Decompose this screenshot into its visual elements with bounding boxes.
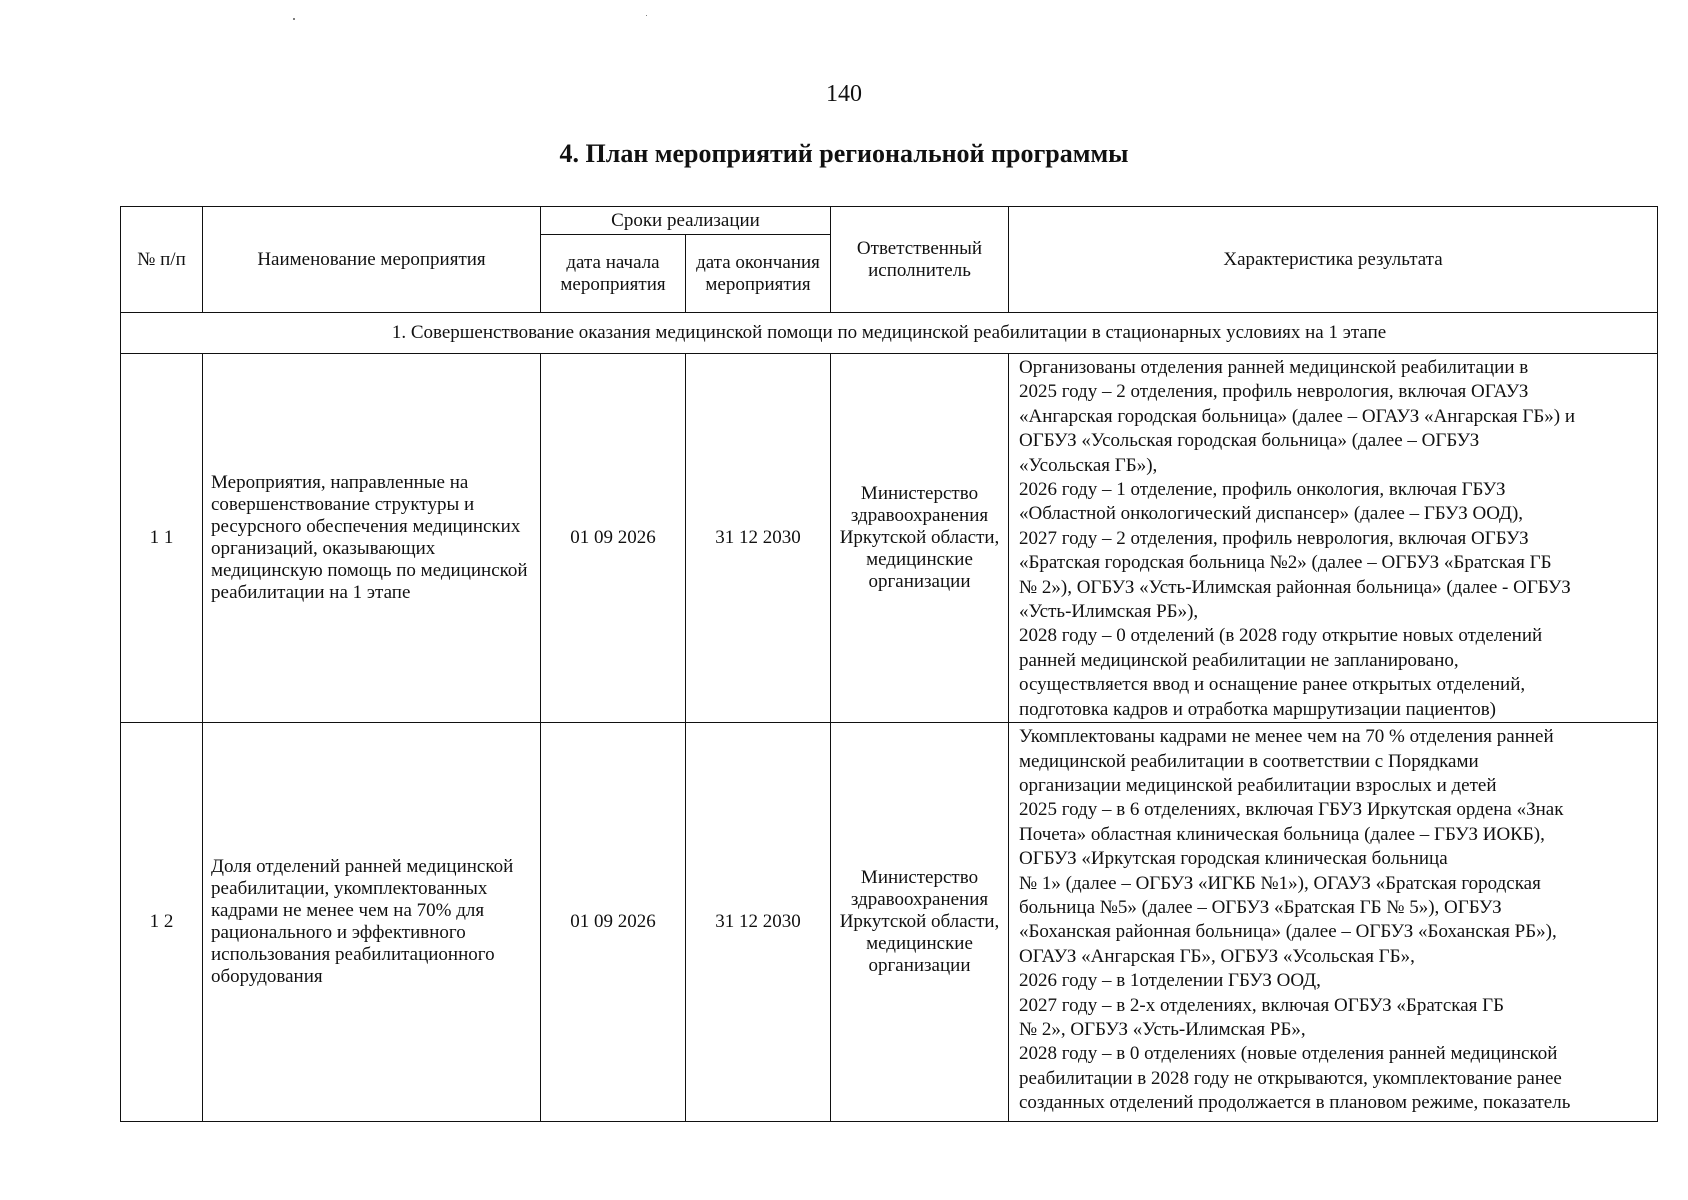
result-line: 2028 году – 0 отделений (в 2028 году открытие новых отделений: [1019, 625, 1543, 647]
result-line: подготовка кадров и отработка маршрутизации пациентов): [1019, 698, 1497, 720]
result-description: [1009, 723, 1658, 1122]
result-line: ранней медицинской реабилитации не запланировано,: [1019, 649, 1459, 671]
result-line: Укомплектованы кадрами не менее чем на 70 % отделения ранней: [1019, 726, 1554, 748]
result-line: 2025 году – 2 отделения, профиль неврология, включая ОГАУЗ: [1019, 381, 1529, 403]
result-line: «Областной онкологический диспансер» (далее – ГБУЗ ООД),: [1019, 503, 1524, 525]
row-number: 1 1: [121, 354, 203, 723]
result-line: медицинской реабилитации в соответствии с Порядками: [1019, 750, 1479, 772]
plan-table: [120, 206, 1658, 1122]
page-number: 140: [826, 81, 862, 107]
result-line: Почета» областная клиническая больница (далее – ГБУЗ ИОКБ),: [1019, 823, 1545, 845]
result-line: «Братская городская больница №2» (далее – ОГБУЗ «Братская ГБ: [1019, 552, 1552, 574]
responsible-executor: Министерство здравоохранения Иркутской области, медицинские организации: [831, 354, 1009, 723]
end-date: 31 12 2030: [686, 723, 831, 1122]
row-number: 1 2: [121, 723, 203, 1122]
result-line: организации медицинской реабилитации взрослых и детей: [1019, 774, 1497, 796]
header-start-date: дата начала мероприятия: [541, 235, 686, 313]
table-row: [121, 723, 1658, 1122]
result-line: ОГБУЗ «Усольская городская больница» (далее – ОГБУЗ: [1019, 430, 1480, 452]
section-row: [121, 313, 1658, 354]
result-line: 2026 году – в 1отделении ГБУЗ ООД,: [1019, 970, 1321, 992]
end-date: 31 12 2030: [686, 354, 831, 723]
header-timeline-group: Сроки реализации: [541, 207, 831, 235]
result-line: № 1» (далее – ОГБУЗ «ИГКБ №1»), ОГАУЗ «Братская городская: [1019, 872, 1541, 894]
result-line: Организованы отделения ранней медицинской реабилитации в: [1019, 357, 1529, 378]
result-description: [1009, 354, 1658, 723]
result-line: 2026 году – 1 отделение, профиль онкология, включая ГБУЗ: [1019, 479, 1506, 501]
result-line: 2028 году – в 0 отделениях (новые отделения ранней медицинской: [1019, 1043, 1558, 1065]
result-line: «Ангарская городская больница» (далее – ОГАУЗ «Ангарская ГБ») и: [1019, 405, 1576, 427]
result-line: № 2»), ОГБУЗ «Усть-Илимская районная больница» (далее - ОГБУЗ: [1019, 576, 1571, 598]
page-heading: 4. План мероприятий региональной программы: [559, 139, 1129, 168]
header-end-date: дата окончания мероприятия: [686, 235, 831, 313]
scan-speck: [293, 18, 295, 20]
activity-name: Доля отделений ранней медицинской реабилитации, укомплектованных кадрами не менее чем на 70% для рационального и эффективного использования реабилитационного оборудования: [203, 723, 541, 1122]
start-date: 01 09 2026: [541, 354, 686, 723]
section-title: 1. Совершенствование оказания медицинской помощи по медицинской реабилитации в стационарных условиях на 1 этапе: [121, 313, 1658, 354]
result-line: больница №5» (далее – ОГБУЗ «Братская ГБ № 5»), ОГБУЗ: [1019, 896, 1502, 918]
result-line: «Усть-Илимская РБ»),: [1019, 601, 1199, 623]
activity-name: Мероприятия, направленные на совершенствование структуры и ресурсного обеспечения медицинских организаций, оказывающих медицинскую помощь по медицинской реабилитации на 1 этапе: [203, 354, 541, 723]
table-row: [121, 354, 1658, 723]
responsible-executor: Министерство здравоохранения Иркутской области, медицинские организации: [831, 723, 1009, 1122]
result-line: 2025 году – в 6 отделениях, включая ГБУЗ Иркутская ордена «Знак: [1019, 799, 1564, 821]
result-line: реабилитации в 2028 году не открываются, укомплектование ранее: [1019, 1067, 1562, 1089]
header-activity-name: Наименование мероприятия: [203, 207, 541, 313]
result-line: ОГБУЗ «Иркутская городская клиническая больница: [1019, 848, 1448, 870]
result-line: ОГАУЗ «Ангарская ГБ», ОГБУЗ «Усольская ГБ»,: [1019, 945, 1415, 967]
header-result: Характеристика результата: [1009, 207, 1658, 313]
scan-speck: [646, 15, 647, 16]
start-date: 01 09 2026: [541, 723, 686, 1122]
result-line: осуществляется ввод и оснащение ранее открытых отделений,: [1019, 674, 1526, 696]
result-line: «Боханская районная больница» (далее – ОГБУЗ «Боханская РБ»),: [1019, 921, 1557, 943]
result-line: 2027 году – 2 отделения, профиль неврология, включая ОГБУЗ: [1019, 527, 1529, 549]
header-number: № п/п: [121, 207, 203, 313]
result-line: созданных отделений продолжается в плановом режиме, показатель: [1019, 1092, 1571, 1114]
result-line: № 2», ОГБУЗ «Усть-Илимская РБ»,: [1019, 1018, 1306, 1040]
header-responsible: Ответственный исполнитель: [831, 207, 1009, 313]
result-line: 2027 году – в 2-х отделениях, включая ОГБУЗ «Братская ГБ: [1019, 994, 1505, 1016]
result-line: «Усольская ГБ»),: [1019, 454, 1158, 476]
